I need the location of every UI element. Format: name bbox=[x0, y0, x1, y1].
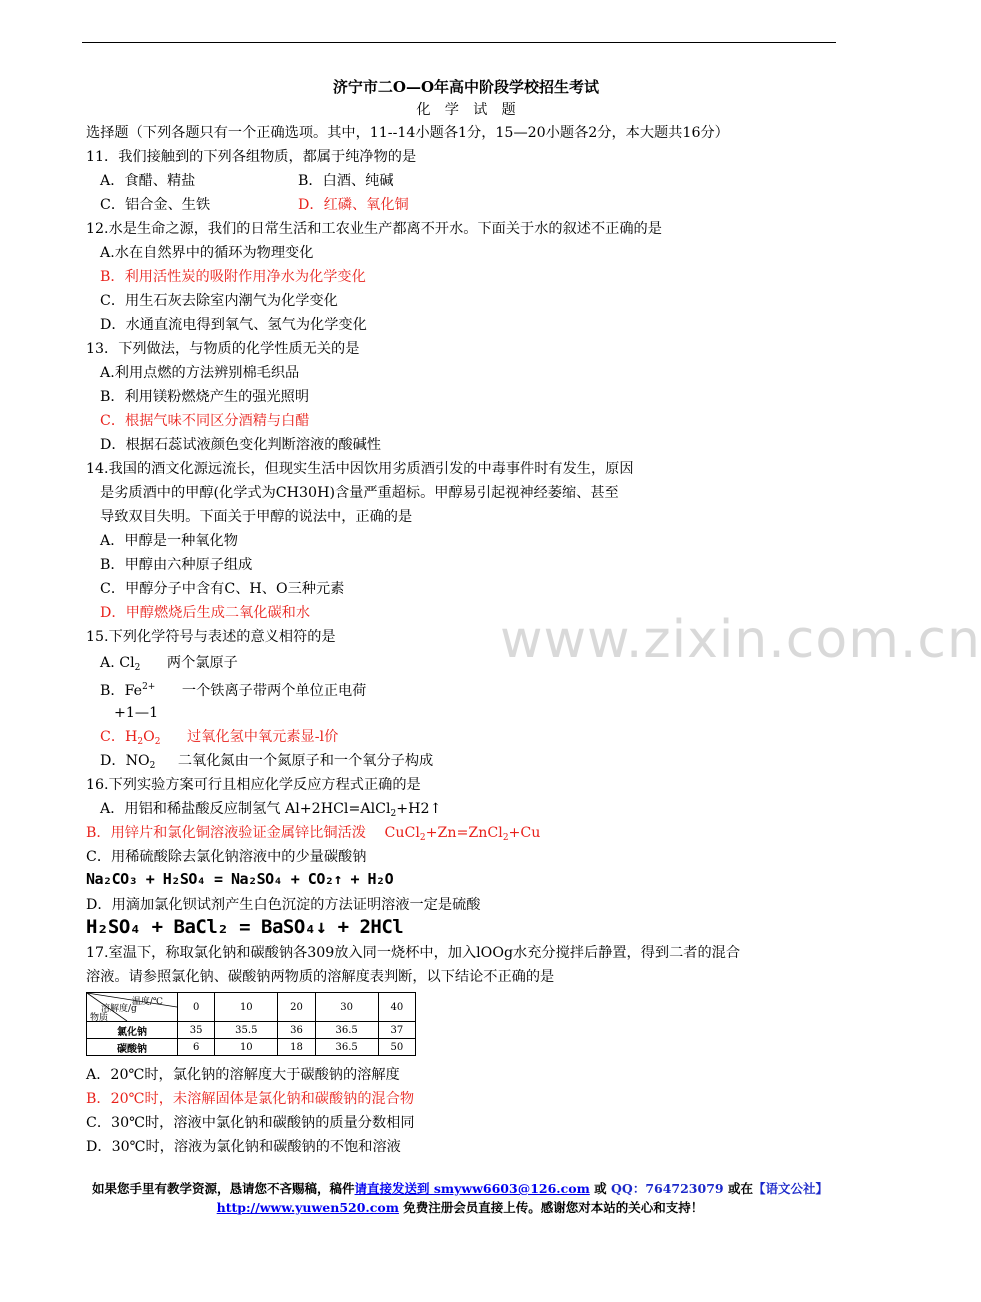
table-row bbox=[87, 1022, 416, 1039]
solubility-table bbox=[86, 992, 416, 1056]
q16-option-c: C．用稀硫酸除去氯化钠溶液中的少量碳酸钠 bbox=[86, 849, 367, 865]
footer-line2 bbox=[0, 1198, 920, 1216]
table-cell: 35 bbox=[178, 1022, 215, 1039]
footer-l1-or: 或 bbox=[589, 1181, 612, 1196]
footer-l1-text: 如果您手里有教学资源，恳请您不吝赐稿，稿件 bbox=[92, 1181, 355, 1196]
footer-l1-at: 或在 bbox=[723, 1181, 753, 1196]
q15-valence-marks: +1—1 bbox=[114, 705, 159, 721]
q15-option-a bbox=[100, 652, 238, 679]
table-cell: 36.5 bbox=[315, 1022, 378, 1039]
q17-option-c: C．30℃时，溶液中氯化钠和碳酸钠的质量分数相同 bbox=[86, 1115, 415, 1131]
table-cell: 10 bbox=[215, 1039, 278, 1056]
q15-c-formula: C．H bbox=[100, 729, 138, 745]
table-row bbox=[87, 1039, 416, 1056]
table-temp-header: 20 bbox=[278, 993, 315, 1022]
footer-email-link[interactable]: 请直接发送到 smyww6603@126.com bbox=[354, 1181, 590, 1196]
footer-line1 bbox=[0, 1179, 920, 1197]
q15-c-text: 过氧化氢中氧元素显-l价 bbox=[187, 729, 339, 745]
q16-a-sub: 2 bbox=[390, 809, 397, 819]
q17-stem-line1: 17.室温下，称取氯化钠和碳酸钠各309放入同一烧杯中，加入lOOg水充分搅拌后静置，得到二者的混合 bbox=[86, 945, 741, 961]
q15-c-sub2: 2 bbox=[154, 737, 161, 747]
q11-option-a: A．食醋、精盐 bbox=[100, 173, 196, 189]
table-cell: 35.5 bbox=[215, 1022, 278, 1039]
section-intro: 选择题（下列各题只有一个正确选项。其中，11--14小题各1分，15—20小题各2分，本大题共16分） bbox=[86, 125, 729, 141]
q15-d-formula: D．NO bbox=[100, 753, 150, 769]
q14-option-b: B．甲醇由六种原子组成 bbox=[100, 557, 253, 573]
table-cell: 37 bbox=[378, 1022, 415, 1039]
q16-a-text: A．用铝和稀盐酸反应制氢气 Al+2HCl=AlCl bbox=[100, 801, 391, 817]
q16-b-equation bbox=[385, 825, 541, 841]
q13-option-a: A.利用点燃的方法辨别棉毛织品 bbox=[100, 365, 300, 381]
q12-option-c: C．用生石灰去除室内潮气为化学变化 bbox=[100, 293, 338, 309]
q17-option-d: D．30℃时，溶液为氯化钠和碳酸钠的不饱和溶液 bbox=[86, 1139, 401, 1155]
q15-c-o: O bbox=[143, 729, 155, 745]
q11-stem: 11．我们接触到的下列各组物质，都属于纯净物的是 bbox=[86, 149, 417, 165]
q15-option-c bbox=[100, 726, 338, 753]
q16-b-sub2: 2 bbox=[502, 833, 509, 843]
q15-a-sub: 2 bbox=[134, 663, 141, 673]
q16-option-d: D．用滴加氯化钡试剂产生白色沉淀的方法证明溶液一定是硫酸 bbox=[86, 897, 481, 913]
q16-b-sub1: 2 bbox=[419, 833, 426, 843]
q13-stem: 13．下列做法，与物质的化学性质无关的是 bbox=[86, 341, 360, 357]
table-row-substance: 碳酸钠 bbox=[87, 1039, 178, 1056]
q15-option-b bbox=[100, 676, 366, 702]
q12-option-b: B．利用活性炭的吸附作用净水为化学变化 bbox=[100, 269, 366, 285]
q15-b-text: 一个铁离子带两个单位正电荷 bbox=[181, 683, 367, 699]
table-corner-cell bbox=[87, 993, 178, 1022]
q11-option-c: C．铝合金、生铁 bbox=[100, 197, 211, 213]
q16-a-tail: +H2↑ bbox=[396, 801, 442, 817]
q15-d-text: 二氧化氮由一个氮原子和一个氧分子构成 bbox=[177, 753, 434, 769]
footer-qq: QQ：764723079 bbox=[611, 1181, 724, 1196]
watermark-text: www.zixin.com.cn bbox=[500, 610, 981, 670]
q15-b-formula: B．Fe bbox=[100, 683, 143, 699]
table-cell: 50 bbox=[378, 1039, 415, 1056]
q11-option-b: B．白酒、纯碱 bbox=[298, 173, 394, 189]
table-corner-temp: 温度/℃ bbox=[131, 997, 163, 1007]
q16-b-eq2: +Zn=ZnCl bbox=[425, 825, 503, 841]
header-rule bbox=[82, 42, 836, 43]
table-corner-substance: 物质 bbox=[90, 1013, 109, 1023]
q14-option-a: A．甲醇是一种氧化物 bbox=[100, 533, 238, 549]
exam-subtitle: 化 学 试 题 bbox=[416, 102, 516, 118]
table-temp-header: 10 bbox=[215, 993, 278, 1022]
q17-stem-line2: 溶液。请参照氯化钠、碳酸钠两物质的溶解度表判断，以下结论不正确的是 bbox=[86, 969, 555, 985]
exam-title: 济宁市二O—O年高中阶段学校招生考试 bbox=[332, 78, 600, 96]
q12-stem: 12.水是生命之源，我们的日常生活和工农业生产都离不开水。下面关于水的叙述不正确的是 bbox=[86, 221, 662, 237]
q15-b-sup: 2+ bbox=[142, 682, 156, 692]
q16-option-a bbox=[100, 798, 441, 825]
q13-option-c: C．根据气味不同区分酒精与白醋 bbox=[100, 413, 310, 429]
table-temp-header: 30 bbox=[315, 993, 378, 1022]
q15-option-d bbox=[100, 750, 433, 777]
q14-option-c: C．甲醇分子中含有C、H、O三种元素 bbox=[100, 581, 345, 597]
q16-d-equation-image: H₂SO₄ + BaCl₂ = BaSO₄↓ + 2HCl bbox=[86, 916, 404, 938]
q17-option-a: A．20℃时，氯化钠的溶解度大于碳酸钠的溶解度 bbox=[86, 1067, 400, 1083]
q12-option-d: D．水通直流电得到氧气、氢气为化学变化 bbox=[100, 317, 367, 333]
table-cell: 18 bbox=[278, 1039, 315, 1056]
q14-stem-line3: 导致双目失明。下面关于甲醇的说法中，正确的是 bbox=[100, 509, 413, 525]
q11-option-d: D．红磷、氧化铜 bbox=[298, 197, 409, 213]
table-corner-solubility: 溶解度/g bbox=[101, 1004, 137, 1014]
q16-c-equation-image: Na₂CO₃ + H₂SO₄ = Na₂SO₄ + CO₂↑ + H₂O bbox=[86, 870, 394, 888]
footer-site-link[interactable]: http://www.yuwen520.com bbox=[216, 1200, 399, 1215]
q12-option-a: A.水在自然界中的循环为物理变化 bbox=[100, 245, 314, 261]
q15-a-formula: A. Cl bbox=[100, 655, 135, 671]
table-row-substance: 氯化钠 bbox=[87, 1022, 178, 1039]
q13-option-d: D．根据石蕊试液颜色变化判断溶液的酸碱性 bbox=[100, 437, 381, 453]
q17-option-b: B．20℃时，未溶解固体是氯化钠和碳酸钠的混合物 bbox=[86, 1091, 415, 1107]
q16-b-eq1: CuCl bbox=[384, 825, 420, 841]
q14-stem-line1: 14.我国的酒文化源远流长，但现实生活中因饮用劣质酒引发的中毒事件时有发生，原因 bbox=[86, 461, 634, 477]
table-cell: 36 bbox=[278, 1022, 315, 1039]
table-temp-header: 40 bbox=[378, 993, 415, 1022]
q16-b-eq3: +Cu bbox=[508, 825, 541, 841]
q15-d-sub: 2 bbox=[149, 761, 156, 771]
q16-b-text: B．用锌片和氯化铜溶液验证金属锌比铜活泼 bbox=[86, 825, 366, 841]
footer-l2-text: 免费注册会员直接上传。感谢您对本站的关心和支持！ bbox=[398, 1200, 704, 1215]
q16-stem: 16.下列实验方案可行且相应化学反应方程式正确的是 bbox=[86, 777, 421, 793]
q15-a-text: 两个氯原子 bbox=[166, 655, 238, 671]
table-cell: 36.5 bbox=[315, 1039, 378, 1056]
table-temp-header: 0 bbox=[178, 993, 215, 1022]
footer-site-name: 【语文公社】 bbox=[752, 1181, 828, 1196]
q15-c-sub1: 2 bbox=[137, 737, 144, 747]
q14-stem-line2: 是劣质酒中的甲醇(化学式为CH30H)含量严重超标。甲醇易引起视神经萎缩、甚至 bbox=[100, 485, 619, 501]
table-cell: 6 bbox=[178, 1039, 215, 1056]
q13-option-b: B．利用镁粉燃烧产生的强光照明 bbox=[100, 389, 310, 405]
q16-option-b bbox=[86, 822, 540, 849]
q14-option-d: D．甲醇燃烧后生成二氧化碳和水 bbox=[100, 605, 311, 621]
q15-stem: 15.下列化学符号与表述的意义相符的是 bbox=[86, 629, 336, 645]
